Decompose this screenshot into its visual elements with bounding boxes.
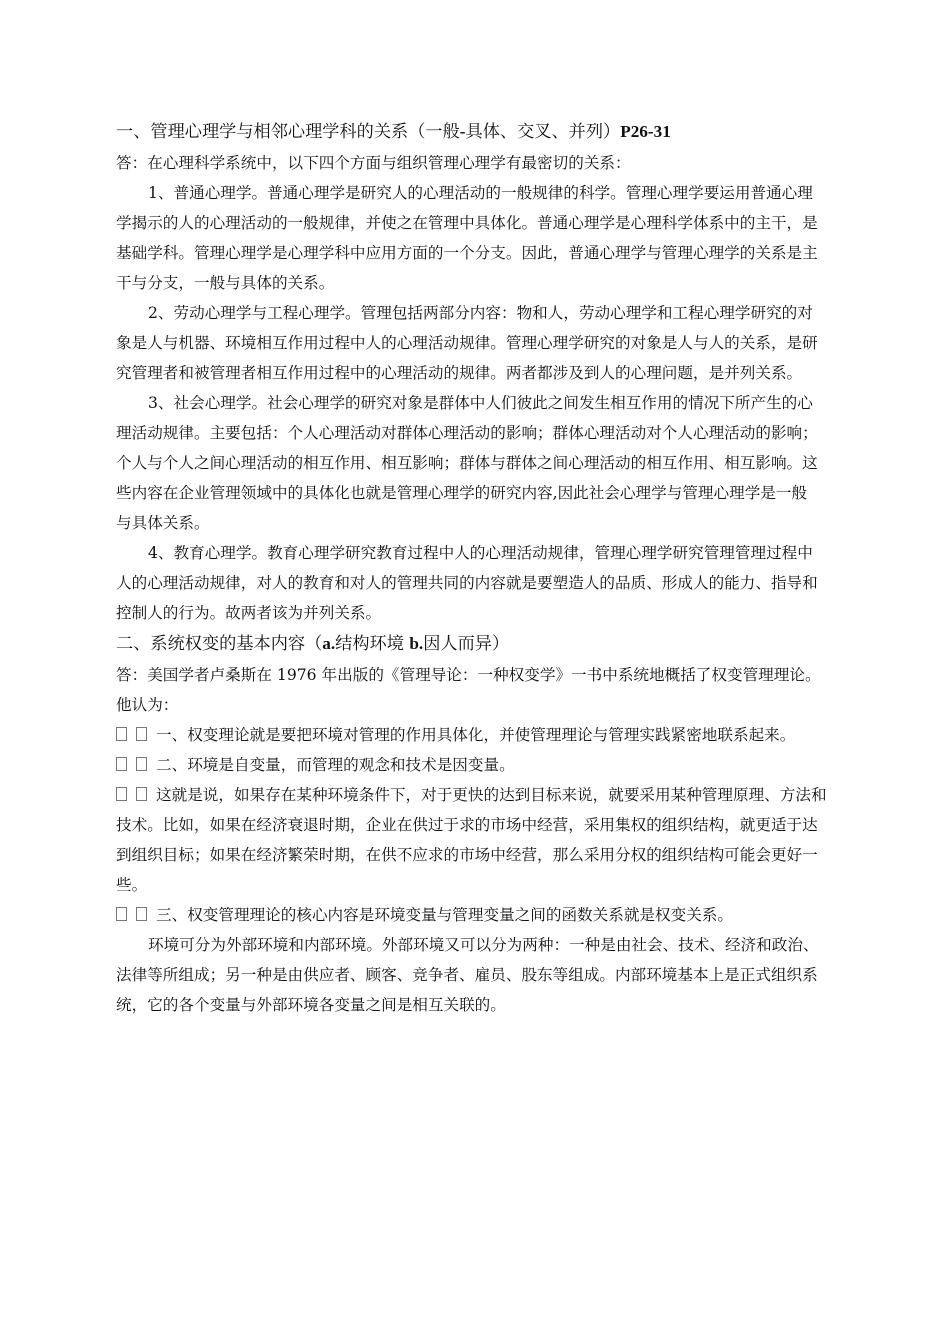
missing-glyph-icon xyxy=(136,787,147,801)
heading-text-end: 因人而异） xyxy=(423,634,510,654)
section-2-answer-intro: 答：美国学者卢桑斯在 1976 年出版的《管理导论：一种权变学》一书中系统地概括了权变管理理论。 xyxy=(116,666,821,684)
paragraph-line: 学揭示的人的心理活动的一般规律，并使之在管理中具体化。普通心理学是心理科学体系中的主干，是 xyxy=(116,214,818,232)
missing-glyph-icon xyxy=(136,757,147,771)
list-item-text: 二、环境是自变量，而管理的观念和技术是因变量。 xyxy=(156,756,515,774)
heading-text: 一、管理心理学与相邻心理学科的关系（一般 xyxy=(116,122,460,142)
section-2-heading xyxy=(116,628,864,660)
paragraph-line: 技术。比如，如果在经济衰退时期，企业在供过于求的市场中经营，采用集权的组织结构，就更适于达 xyxy=(116,816,818,834)
list-item-text: 一、权变理论就是要把环境对管理的作用具体化，并使管理理论与管理实践紧密地联系起来。 xyxy=(156,726,796,744)
heading-page-ref: P26-31 xyxy=(620,122,671,141)
missing-glyph-icon xyxy=(136,907,147,921)
paragraph-line: 1、普通心理学。普通心理学是研究人的心理活动的一般规律的科学。管理心理学要运用普通心理 xyxy=(148,184,813,202)
paragraph-line: 与具体关系。 xyxy=(116,514,210,532)
heading-label-b: b. xyxy=(409,634,424,653)
list-item-text: 三、权变管理理论的核心内容是环境变量与管理变量之间的函数关系就是权变关系。 xyxy=(156,906,733,924)
paragraph-line: 个人与个人之间心理活动的相互作用、相互影响；群体与群体之间心理活动的相互作用、相互影响。这 xyxy=(116,454,818,472)
list-item xyxy=(116,720,864,750)
paragraph-line: 理活动规律。主要包括：个人心理活动对群体心理活动的影响；群体心理活动对个人心理活动的影响； xyxy=(116,424,818,442)
paragraph-line: 究管理者和被管理者相互作用过程中的心理活动的规律。两者都涉及到人的心理问题，是并列关系。 xyxy=(116,364,803,382)
list-item xyxy=(116,900,864,930)
paragraph-line: 法律等所组成；另一种是由供应者、顾客、竞争者、雇员、股东等组成。内部环境基本上是正式组织系 xyxy=(116,966,818,984)
paragraph-line: 干与分支，一般与具体的关系。 xyxy=(116,274,335,292)
heading-text-mid: 结构环境 xyxy=(335,634,410,654)
heading-text-mid: 具体、交叉、并列） xyxy=(465,122,621,142)
paragraph-line: 些。 xyxy=(116,876,148,894)
missing-glyph-icon xyxy=(116,757,127,771)
heading-dash: - xyxy=(459,122,466,141)
paragraph-line: 统，它的各个变量与外部环境各变量之间是相互关联的。 xyxy=(116,996,506,1014)
paragraph-line: 人的心理活动规律，对人的教育和对人的管理共同的内容就是要塑造人的品质、形成人的能力、指导和 xyxy=(116,574,818,592)
missing-glyph-icon xyxy=(136,727,147,741)
paragraph-line: 2、劳动心理学与工程心理学。管理包括两部分内容：物和人，劳动心理学和工程心理学研究的对 xyxy=(148,304,813,322)
section-1-answer-intro: 答：在心理科学系统中，以下四个方面与组织管理心理学有最密切的关系： xyxy=(116,154,631,172)
missing-glyph-icon xyxy=(116,727,127,741)
paragraph-line: 控制人的行为。故两者该为并列关系。 xyxy=(116,604,382,622)
list-item-text: 这就是说，如果存在某种环境条件下，对于更快的达到目标来说，就要采用某种管理原理、方法和 xyxy=(156,786,827,804)
paragraph-line: 3、社会心理学。社会心理学的研究对象是群体中人们彼此之间发生相互作用的情况下所产生的心 xyxy=(148,394,813,412)
paragraph-line: 些内容在企业管理领域中的具体化也就是管理心理学的研究内容,因此社会心理学与管理心理学是一般 xyxy=(116,484,808,502)
section-1-heading xyxy=(116,116,864,148)
paragraph-line: 4、教育心理学。教育心理学研究教育过程中人的心理活动规律，管理心理学研究管理管理过程中 xyxy=(148,544,813,562)
missing-glyph-icon xyxy=(116,787,127,801)
paragraph-line: 环境可分为外部环境和内部环境。外部环境又可以分为两种：一种是由社会、技术、经济和政治、 xyxy=(148,936,819,954)
list-item xyxy=(116,750,864,780)
list-item xyxy=(116,780,864,810)
paragraph-line: 基础学科。管理心理学是心理学科中应用方面的一个分支。因此，普通心理学与管理心理学的关系是主 xyxy=(116,244,818,262)
paragraph-line: 到组织目标；如果在经济繁荣时期，在供不应求的市场中经营，那么采用分权的组织结构可能会更好一 xyxy=(116,846,818,864)
section-2-answer-intro: 他认为： xyxy=(116,696,179,714)
paragraph-line: 象是人与机器、环境相互作用过程中人的心理活动规律。管理心理学研究的对象是人与人的关系，是研 xyxy=(116,334,818,352)
heading-label-a: a. xyxy=(322,634,336,653)
document-body xyxy=(116,116,864,1020)
heading-text: 二、系统权变的基本内容（ xyxy=(116,634,323,654)
missing-glyph-icon xyxy=(116,907,127,921)
